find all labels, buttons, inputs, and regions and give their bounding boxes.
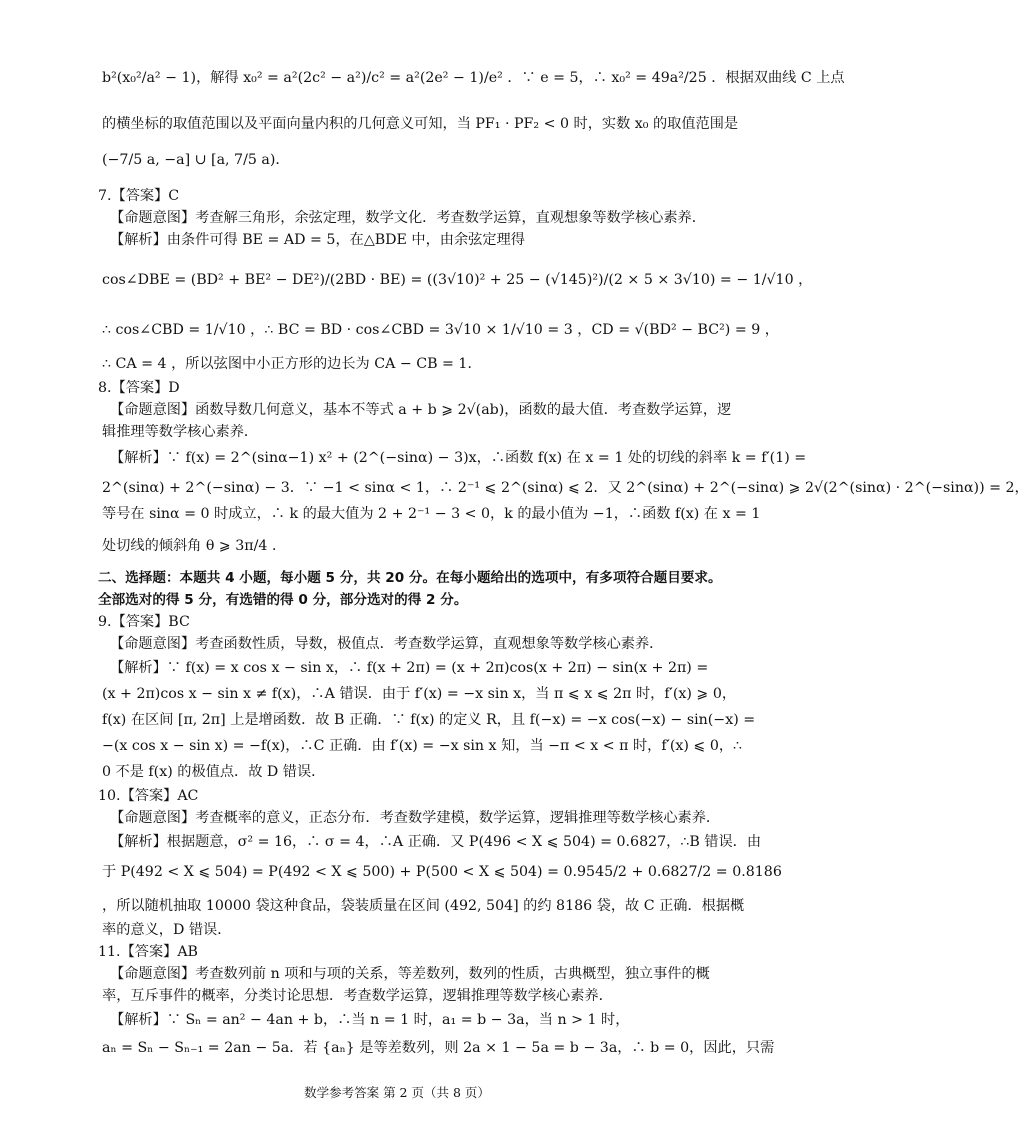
text-line: 11.【答案】AB	[98, 944, 198, 960]
text-line: −(x cos x − sin x) = −f(x)，∴C 正确．由 f′(x) = −x sin x 知，当 −π < x < π 时，f′(x) ⩽ 0，∴	[102, 738, 743, 754]
text-line: 等号在 sinα = 0 时成立，∴ k 的最大值为 2 + 2⁻¹ − 3 < 0，k 的最小值为 −1，∴函数 f(x) 在 x = 1	[102, 506, 761, 522]
text-line: f(x) 在区间 [π, 2π] 上是增函数．故 B 正确．∵ f(x) 的定义 R，且 f(−x) = −x cos(−x) − sin(−x) =	[102, 712, 756, 728]
text-line: 处切线的倾斜角 θ ⩾ 3π/4 ．	[102, 538, 287, 554]
text-line: ∴ cos∠CBD = 1/√10 ，∴ BC = BD · cos∠CBD = 3√10 × 1/√10 = 3 ，CD = √(BD² − BC²) = 9 ，	[102, 322, 779, 338]
text-line: 10.【答案】AC	[98, 788, 199, 804]
text-line: 的横坐标的取值范围以及平面向量内积的几何意义可知，当 PF₁ · PF₂ < 0 时，实数 x₀ 的取值范围是	[102, 116, 739, 132]
text-line: 【命题意图】考查函数性质，导数，极值点．考查数学运算，直观想象等数学核心素养．	[110, 636, 664, 652]
text-line: cos∠DBE = (BD² + BE² − DE²)/(2BD · BE) = ((3√10)² + 25 − (√145)²)/(2 × 5 × 3√10) = − 1/√10 ，	[102, 272, 813, 288]
text-line: 【解析】∵ f(x) = x cos x − sin x，∴ f(x + 2π) = (x + 2π)cos(x + 2π) − sin(x + 2π) =	[110, 660, 709, 676]
text-line: 率的意义，D 错误．	[102, 922, 232, 938]
text-line: 2^(sinα) + 2^(−sinα) − 3．∵ −1 < sinα < 1，∴ 2⁻¹ ⩽ 2^(sinα) ⩽ 2．又 2^(sinα) + 2^(−sinα) ⩾ 2√(2^(sinα) · 2^(−sinα)) = 2，	[102, 480, 1029, 496]
text-line: 8.【答案】D	[98, 380, 180, 396]
text-line: 【解析】∵ Sₙ = an² − 4an + b，∴当 n = 1 时，a₁ = b − 3a，当 n > 1 时，	[110, 1012, 630, 1028]
page-footer: 数学参考答案 第 2 页（共 8 页）	[304, 1085, 490, 1100]
text-line: 全部选对的得 5 分，有选错的得 0 分，部分选对的得 2 分。	[98, 592, 468, 608]
text-line: 【解析】根据题意，σ² = 16，∴ σ = 4，∴A 正确．又 P(496 < X ⩽ 504) = 0.6827，∴B 错误．由	[110, 834, 762, 850]
text-line: ，所以随机抽取 10000 袋这种食品，袋装质量在区间 (492, 504] 的约 8186 袋，故 C 正确．根据概	[102, 898, 745, 914]
text-line: 0 不是 f(x) 的极值点．故 D 错误．	[102, 764, 326, 780]
text-line: 于 P(492 < X ⩽ 504) = P(492 < X ⩽ 500) + P(500 < X ⩽ 504) = 0.9545/2 + 0.6827/2 = 0.8186	[102, 864, 782, 880]
text-line: 辑推理等数学核心素养．	[102, 424, 259, 440]
text-line: aₙ = Sₙ − Sₙ₋₁ = 2an − 5a．若 {aₙ} 是等差数列，则 2a × 1 − 5a = b − 3a，∴ b = 0，因此，只需	[102, 1040, 775, 1056]
text-line: 【命题意图】函数导数几何意义，基本不等式 a + b ⩾ 2√(ab)，函数的最大值．考查数学运算，逻	[110, 402, 732, 418]
text-line: 率，互斥事件的概率，分类讨论思想．考查数学运算，逻辑推理等数学核心素养．	[102, 988, 613, 1004]
text-line: 【命题意图】考查概率的意义，正态分布．考查数学建模，数学运算，逻辑推理等数学核心素养．	[110, 810, 721, 826]
text-line: ∴ CA = 4 ，所以弦图中小正方形的边长为 CA − CB = 1．	[102, 356, 482, 372]
text-line: 【解析】由条件可得 BE = AD = 5，在△BDE 中，由余弦定理得	[110, 232, 525, 248]
text-line: 【命题意图】考查解三角形，余弦定理，数学文化．考查数学运算，直观想象等数学核心素养．	[110, 210, 706, 226]
text-line: 二、选择题：本题共 4 小题，每小题 5 分，共 20 分。在每小题给出的选项中，有多项符合题目要求。	[98, 570, 722, 586]
text-line: 【解析】∵ f(x) = 2^(sinα−1) x² + (2^(−sinα) − 3)x，∴函数 f(x) 在 x = 1 处的切线的斜率 k = f′(1) =	[110, 450, 807, 466]
text-line: 9.【答案】BC	[98, 614, 190, 630]
text-line: b²(x₀²/a² − 1)，解得 x₀² = a²(2c² − a²)/c² = a²(2e² − 1)/e² ．∵ e = 5，∴ x₀² = 49a²/25 ．根据双曲线 C 上点	[102, 70, 845, 86]
text-line: (x + 2π)cos x − sin x ≠ f(x)，∴A 错误．由于 f′(x) = −x sin x，当 π ⩽ x ⩽ 2π 时，f′(x) ⩾ 0，	[102, 686, 737, 702]
text-line: 【命题意图】考查数列前 n 项和与项的关系，等差数列，数列的性质，古典概型，独立事件的概	[110, 966, 710, 982]
text-line: (−7/5 a, −a] ∪ [a, 7/5 a)．	[102, 152, 290, 168]
text-line: 7.【答案】C	[98, 188, 180, 204]
